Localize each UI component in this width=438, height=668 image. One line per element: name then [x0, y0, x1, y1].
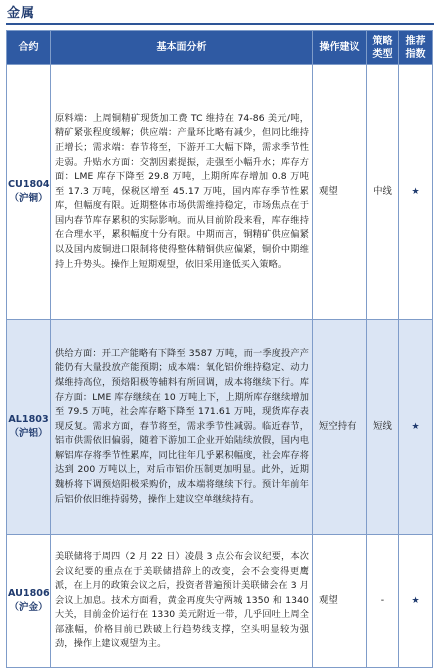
strategy-text: 短线: [367, 320, 399, 535]
contract-code: AL1803: [8, 414, 49, 425]
contract-code: CU1804: [8, 179, 50, 190]
table-header-row: [7, 31, 433, 65]
advice-text: 短空持有: [313, 320, 367, 535]
header-advice: 操作建议: [313, 31, 367, 65]
contract-name: （沪金）: [9, 602, 48, 613]
section-title: 金属: [7, 6, 36, 21]
strategy-text: -: [367, 535, 399, 668]
header-strategy-line2: 类型: [372, 48, 393, 60]
table-row: [7, 65, 433, 320]
advice-text: 观望: [313, 65, 367, 320]
table-row: [7, 320, 433, 535]
contract-cell: [7, 535, 51, 668]
header-strategy-line1: 策略: [372, 35, 393, 47]
header-analysis: 基本面分析: [51, 31, 313, 65]
contract-name: （沪铜）: [9, 193, 48, 204]
header-rating-line1: 推荐: [405, 35, 426, 47]
analysis-text: 原料端：上周铜精矿现货加工费 TC 维持在 74-86 美元/吨，精矿紧张程度缓解；供应端：产量环比略有减少，但同比维持正增长；需求端：春节将至，下游开工大幅下降，需求季节性走弱。升贴水方面：交割因素提振，走强至小幅升水；库存方面：LME 库存下降至 29.8 万吨，上期所库存增加 0.8 万吨至 17.3 万吨，保税区增至 45.17 万吨，国内库存季节性累库，但幅度有限。近期整体市场供需维持稳定，市场焦点在于国内春节库存累积的实际影响。而从目前阶段来看，库存维持在合理水平，累积幅度十分有限。中期而言，铜精矿供应偏紧以及国内废铜进口限制将使得整体精铜供应偏紧，铜价中期维持上升势头。操作上短期观望，依旧采用逢低买入策略。: [51, 65, 313, 320]
contract-cell: [7, 65, 51, 320]
header-contract: 合约: [7, 31, 51, 65]
contract-code: AU1806: [8, 588, 50, 599]
analysis-text: 美联储将于周四（2 月 22 日）凌晨 3 点公布会议纪要，本次会议纪要的重点在于美联储措辞上的改变，会不会变得更鹰派，在上月的政策会议之后，投资者普遍预计美联储会在 3 月会议上加息。技术方面看，黄金再度失守两城 1350 和 1340 大关，目前金价运行在 1330 美元附近一带，几乎回吐上周全部涨幅，价格目前已跌破上行趋势线支撑，空头明显较为强劲，操作上建议观望为主。: [51, 535, 313, 668]
strategy-text: 中线: [367, 65, 399, 320]
rating-star-icon: ★: [399, 320, 433, 535]
title-underline: [6, 23, 434, 25]
rating-star-icon: ★: [399, 535, 433, 668]
contract-cell: [7, 320, 51, 535]
header-rating-line2: 指数: [405, 48, 426, 60]
metals-table: [6, 30, 433, 668]
header-strategy: [367, 31, 399, 65]
table-row: [7, 535, 433, 668]
header-rating: [399, 31, 433, 65]
rating-star-icon: ★: [399, 65, 433, 320]
contract-name: （沪铝）: [9, 428, 48, 439]
advice-text: 观望: [313, 535, 367, 668]
analysis-text: 供给方面：开工产能略有下降至 3587 万吨，而一季度投产产能仍有大量投放产能预期；成本端：氧化铝价维持稳定、动力煤维持高位，预焙阳极等辅料有所回调，成本将继续下行。库存方面：LME 库存继续在 10 万吨上下，上期所库存继续增加至 79.5 万吨，社会库存略下降至 171.61 万吨，现货库存表现反复。需求方面，春节将至，需求季节性减弱。临近春节，铝市供需依旧偏弱，随着下游加工企业开始陆续放假，国内电解铝库存将季节性累库，同比往年几乎累积幅度，社会库存将达到 200 万吨以上，对后市铝价压制更加明显。此外，近期魏桥将下调预焙阳极采购价，成本端将继续下行。预计年前年后铝价依旧维持弱势，操作上建议空单继续持有。: [51, 320, 313, 535]
